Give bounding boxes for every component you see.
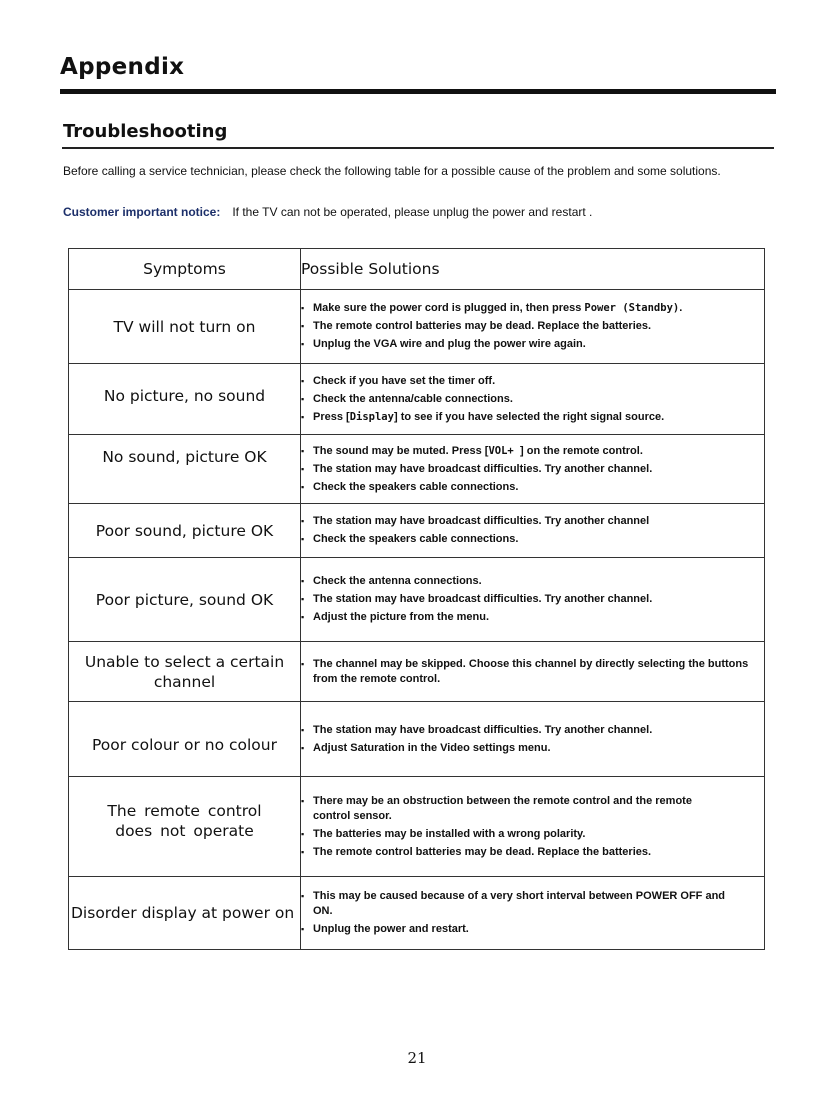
solution-list [301, 889, 764, 937]
solution-item: ▪ Check the speakers cable connections. [301, 532, 764, 547]
notice-label: Customer important notice: [63, 205, 221, 219]
page-title: Appendix [60, 54, 185, 80]
solution-item: ▪ Check the antenna connections. [301, 574, 764, 589]
section-divider [62, 147, 774, 149]
solution-list [301, 514, 764, 547]
table-row [69, 558, 765, 642]
solution-item: ▪ Press [Display] to see if you have selected the right signal source. [301, 410, 764, 425]
symptom-cell: TV will not turn on [69, 290, 301, 364]
solution-list [301, 374, 764, 425]
solution-item: ▪ The remote control batteries may be dead. Replace the batteries. [301, 319, 764, 334]
symptom-cell: Poor colour or no colour [69, 702, 301, 777]
solution-cell [301, 777, 765, 877]
intro-text: Before calling a service technician, please check the following table for a possible cause of the problem and some solutions. [63, 164, 721, 178]
symptoms-header: Symptoms [69, 249, 301, 290]
solution-item: ▪ The station may have broadcast difficulties. Try another channel. [301, 592, 764, 607]
symptom-cell: Disorder display at power on [69, 877, 301, 950]
solution-item: ▪ Check if you have set the timer off. [301, 374, 764, 389]
table-header-row [69, 249, 765, 290]
solution-cell [301, 364, 765, 435]
solutions-header: Possible Solutions [301, 249, 765, 290]
symptom-cell: No sound, picture OK [69, 435, 301, 504]
solution-cell [301, 290, 765, 364]
troubleshooting-table [68, 248, 765, 950]
table-row [69, 504, 765, 558]
solution-list [301, 794, 764, 860]
solution-item: ▪ Unplug the power and restart. [301, 922, 764, 937]
symptom-cell: No picture, no sound [69, 364, 301, 435]
solution-cell [301, 435, 765, 504]
solution-item: ▪ Check the antenna/cable connections. [301, 392, 764, 407]
solution-list [301, 723, 764, 756]
solution-list [301, 574, 764, 625]
solution-cell [301, 558, 765, 642]
table-row [69, 435, 765, 504]
solution-list [301, 444, 764, 495]
table-row [69, 642, 765, 702]
table-row [69, 877, 765, 950]
solution-cell [301, 877, 765, 950]
solution-list [301, 301, 764, 352]
page-number: 21 [407, 1049, 427, 1067]
table-row [69, 702, 765, 777]
solution-item: ▪ Adjust the picture from the menu. [301, 610, 764, 625]
customer-notice [63, 203, 769, 222]
table-row [69, 290, 765, 364]
table-row [69, 364, 765, 435]
symptom-cell: Unable to select a certain channel [69, 642, 301, 702]
solution-item: ▪ The remote control batteries may be dead. Replace the batteries. [301, 845, 764, 860]
solution-item: ▪ There may be an obstruction between the remote control and the remote control sensor. [301, 794, 713, 824]
solution-item: ▪ Adjust Saturation in the Video settings menu. [301, 741, 764, 756]
title-divider [60, 89, 776, 94]
symptom-cell: Poor sound, picture OK [69, 504, 301, 558]
solution-item: ▪ The station may have broadcast difficulties. Try another channel [301, 514, 764, 529]
solution-item: ▪ Unplug the VGA wire and plug the power wire again. [301, 337, 764, 352]
solution-cell [301, 504, 765, 558]
symptom-cell: Poor picture, sound OK [69, 558, 301, 642]
solution-item: ▪ The batteries may be installed with a wrong polarity. [301, 827, 764, 842]
solution-item: ▪ Check the speakers cable connections. [301, 480, 764, 495]
section-title: Troubleshooting [63, 121, 228, 142]
notice-text: If the TV can not be operated, please unplug the power and restart . [232, 205, 593, 219]
solution-item: ▪ The sound may be muted. Press [VOL+ ] on the remote control. [301, 444, 764, 459]
solution-item: ▪ The station may have broadcast difficulties. Try another channel. [301, 462, 764, 477]
symptom-cell: The remote control does not operate [69, 777, 301, 877]
table-row [69, 777, 765, 877]
solution-list [301, 657, 764, 687]
solution-item: ▪ The station may have broadcast difficulties. Try another channel. [301, 723, 764, 738]
solution-cell [301, 702, 765, 777]
solution-item: ▪ This may be caused because of a very short interval between POWER OFF and ON. [301, 889, 733, 919]
solution-cell [301, 642, 765, 702]
solution-item: ▪ Make sure the power cord is plugged in, then press Power (Standby). [301, 301, 764, 316]
solution-item: ▪ The channel may be skipped. Choose this channel by directly selecting the buttons from the remote control. [301, 657, 764, 687]
